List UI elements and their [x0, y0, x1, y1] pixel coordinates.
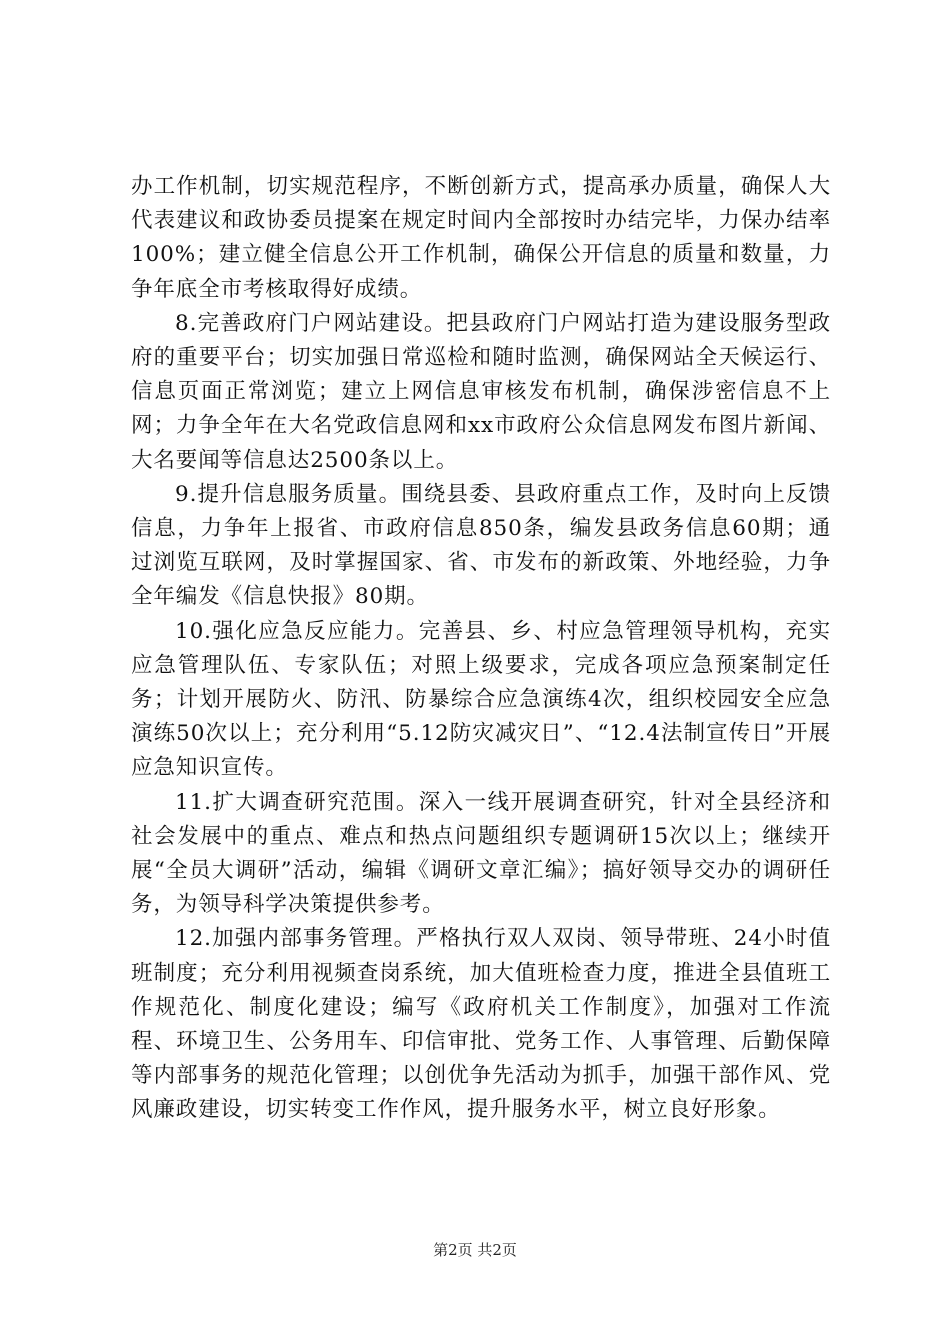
paragraph-item-10: 10.强化应急反应能力。完善县、乡、村应急管理领导机构，充实应急管理队伍、专家队伍；对照上级要求，完成各项应急预案制定任务；计划开展防火、防汛、防暴综合应急演练4次，组织校园安全应急演练50次以上；充分利用“5.12防灾减灾日”、“12.4法制宣传日”开展应急知识宣传。 [131, 618, 831, 781]
paragraph-continuation: 办工作机制，切实规范程序，不断创新方式，提高承办质量，确保人大代表建议和政协委员提案在规定时间内全部按时办结完毕，力保办结率100%；建立健全信息公开工作机制，确保公开信息的质量和数量，力争年底全市考核取得好成绩。 [131, 174, 831, 302]
paragraph-item-11: 11.扩大调查研究范围。深入一线开展调查研究，针对全县经济和社会发展中的重点、难点和热点问题组织专题调研15次以上；继续开展“全员大调研”活动，编辑《调研文章汇编》；搞好领导交办的调研任务，为领导科学决策提供参考。 [131, 789, 831, 918]
paragraph-item-12: 12.加强内部事务管理。严格执行双人双岗、领导带班、24小时值班制度；充分利用视频查岗系统，加大值班检查力度，推进全县值班工作规范化、制度化建设；编写《政府机关工作制度》，加强对工作流程、环境卫生、公务用车、印信审批、党务工作、人事管理、后勤保障等内部事务的规范化管理；以创优争先活动为抓手，加强干部作风、党风廉政建设，切实转变工作作风，提升服务水平，树立良好形象。 [131, 926, 831, 1123]
paragraph-item-9: 9.提升信息服务质量。围绕县委、县政府重点工作，及时向上反馈信息，力争年上报省、市政府信息850条，编发县政务信息60期；通过浏览互联网，及时掌握国家、省、市发布的新政策、外地经验，力争全年编发《信息快报》80期。 [131, 481, 831, 610]
page-number-footer: 第2页 共2页 [433, 1241, 517, 1259]
document-body [131, 170, 831, 1128]
paragraph-item-8: 8.完善政府门户网站建设。把县政府门户网站打造为建设服务型政府的重要平台；切实加强日常巡检和随时监测，确保网站全天候运行、信息页面正常浏览；建立上网信息审核发布机制，确保涉密信息不上网；力争全年在大名党政信息网和xx市政府公众信息网发布图片新闻、大名要闻等信息达2500条以上。 [131, 310, 831, 473]
